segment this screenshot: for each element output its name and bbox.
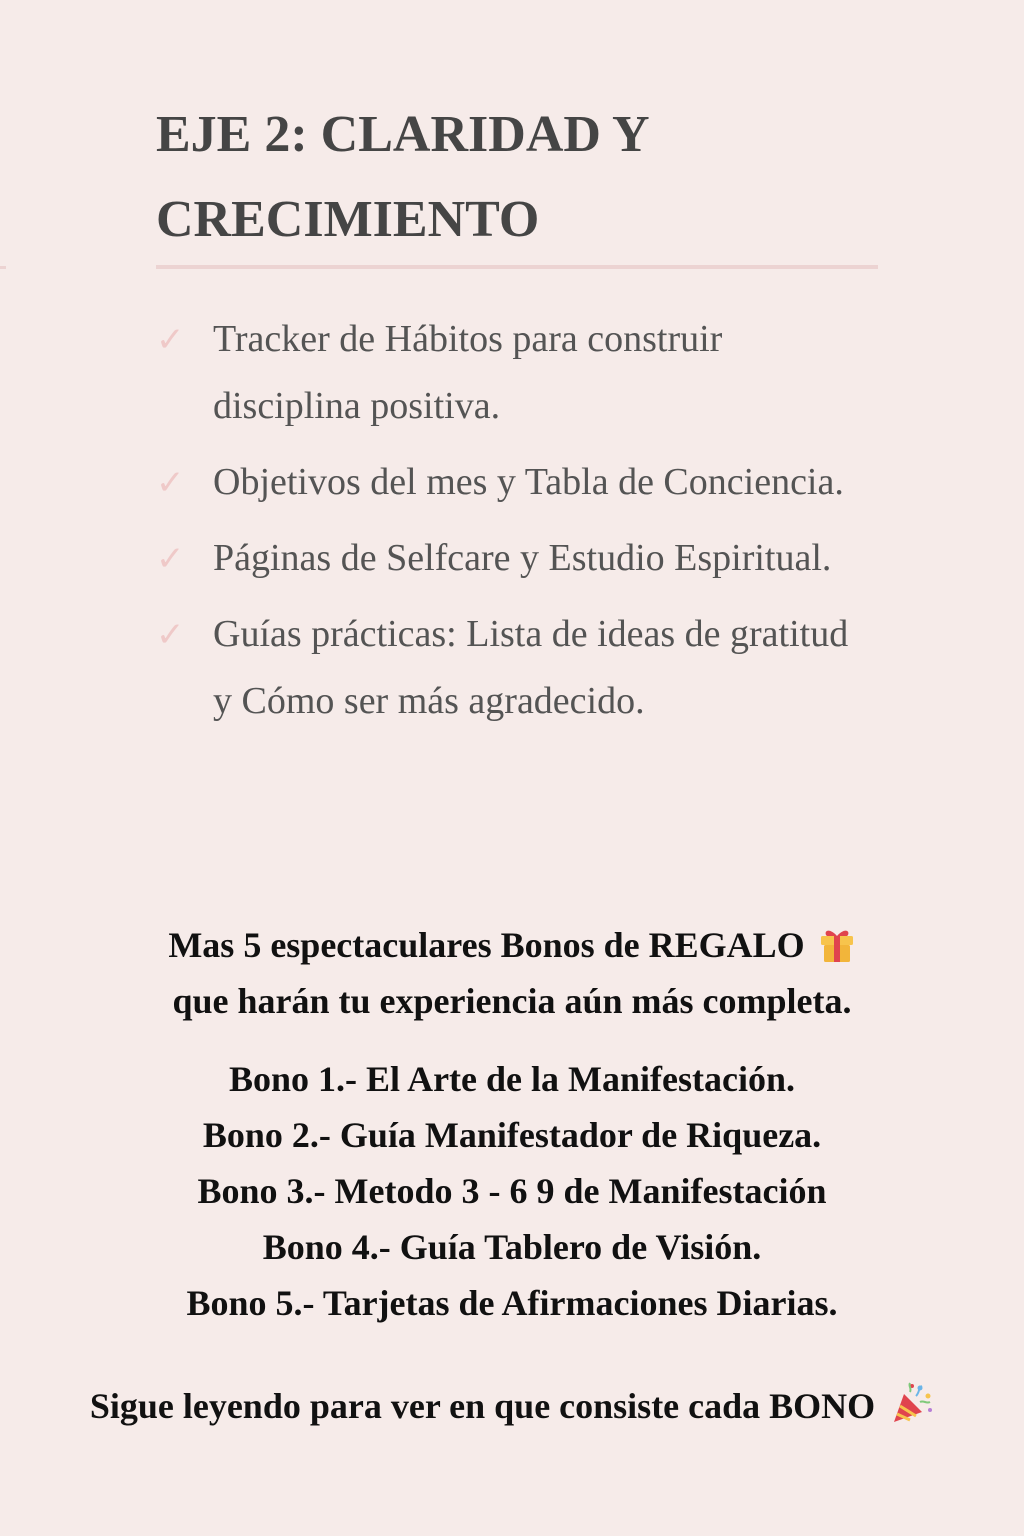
bonus-intro-line-1 [0,917,1024,973]
feature-item [156,525,876,592]
bonus-item: Bono 1.- El Arte de la Manifestación. [229,1059,795,1099]
feature-item-text: Tracker de Hábitos para construir disciplina positiva. [213,318,723,427]
bonus-item: Bono 4.- Guía Tablero de Visión. [262,1227,762,1267]
closing-line [0,1378,1024,1434]
feature-item [156,601,876,735]
bonus-intro [0,917,1024,1029]
feature-list [156,306,876,744]
party-popper-icon [890,1382,934,1426]
section-heading: EJE 2: CLARIDAD Y CRECIMIENTO [156,106,648,248]
check-icon: ✓ [156,463,185,503]
feature-item [156,449,876,516]
bonus-intro-line-2: que harán tu experiencia aún más completa. [172,981,852,1021]
left-edge-rule [0,266,6,269]
gift-icon [818,923,856,959]
bonus-item: Bono 5.- Tarjetas de Afirmaciones Diarias. [186,1283,838,1323]
bonus-intro-text: Mas 5 espectaculares Bonos de REGALO [168,925,805,965]
bonus-item: Bono 2.- Guía Manifestador de Riqueza. [202,1115,822,1155]
closing-text: Sigue leyendo para ver en que consiste cada BONO [89,1386,876,1426]
feature-item [156,306,876,440]
feature-item-text: Objetivos del mes y Tabla de Conciencia. [213,461,844,503]
feature-item-text: Páginas de Selfcare y Estudio Espiritual. [213,537,832,579]
bonus-item: Bono 3.- Metodo 3 - 6 9 de Manifestación [197,1171,827,1211]
heading-underline [156,265,878,269]
feature-item-text: Guías prácticas: Lista de ideas de gratitud y Cómo ser más agradecido. [213,613,849,722]
bonus-list [0,1051,1024,1331]
check-icon: ✓ [156,539,185,579]
check-icon: ✓ [156,320,185,360]
check-icon: ✓ [156,615,185,655]
